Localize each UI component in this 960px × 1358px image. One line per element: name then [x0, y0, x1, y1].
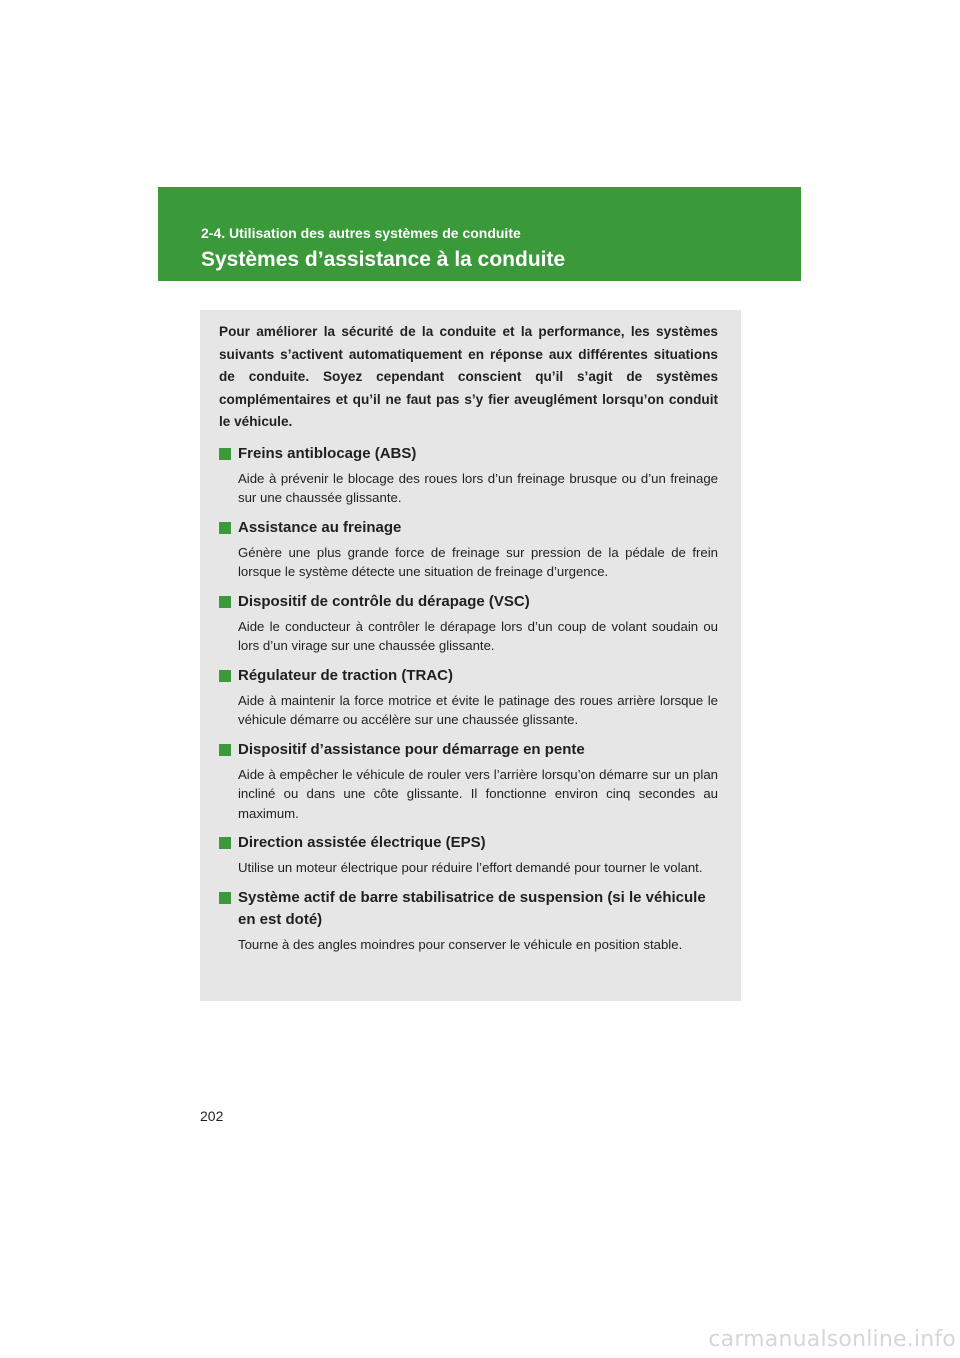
- feature-item: [219, 739, 718, 824]
- feature-description: Utilise un moteur électrique pour réduire l’effort demandé pour tourner le volant.: [238, 860, 703, 876]
- square-bullet-icon: [219, 448, 231, 460]
- feature-title-text: Système actif de barre stabilisatrice de suspension (si le véhicule en est doté): [238, 888, 706, 928]
- feature-title-text: Direction assistée électrique (EPS): [238, 834, 486, 852]
- square-bullet-icon: [219, 596, 231, 608]
- feature-title: [219, 443, 718, 465]
- watermark: carmanualsonline.info: [708, 1327, 956, 1352]
- square-bullet-icon: [219, 837, 231, 849]
- feature-description: Aide à empêcher le véhicule de rouler vers l’arrière lorsqu’on démarre sur un plan incliné ou dans une côte glissante. Il fonctionne environ cinq secondes au maximum.: [238, 766, 718, 821]
- feature-description: Génère une plus grande force de freinage sur pression de la pédale de frein lorsque le système détecte une situation de freinage d’urgence.: [238, 544, 718, 580]
- feature-item: [219, 832, 718, 878]
- page-title: Systèmes d’assistance à la conduite: [201, 248, 566, 271]
- feature-item: [219, 591, 718, 656]
- square-bullet-icon: [219, 522, 231, 534]
- feature-title: [219, 739, 718, 761]
- feature-description: Tourne à des angles moindres pour conserver le véhicule en position stable.: [238, 936, 683, 952]
- feature-description: Aide à prévenir le blocage des roues lors d’un freinage brusque ou d’un freinage sur une chaussée glissante.: [238, 470, 718, 506]
- feature-description: Aide le conducteur à contrôler le dérapage lors d’un coup de volant soudain ou lors d’un virage sur une chaussée glissante.: [238, 618, 718, 654]
- feature-title: [219, 517, 718, 539]
- section-header-band: [158, 187, 801, 281]
- feature-title-text: Freins antiblocage (ABS): [238, 444, 417, 462]
- feature-title-text: Régulateur de traction (TRAC): [238, 666, 454, 684]
- feature-title: [219, 887, 718, 931]
- feature-title-text: Dispositif de contrôle du dérapage (VSC): [238, 592, 530, 610]
- feature-item: [219, 443, 718, 508]
- feature-title: [219, 591, 718, 613]
- square-bullet-icon: [219, 670, 231, 682]
- feature-item: [219, 517, 718, 582]
- section-label: 2-4. Utilisation des autres systèmes de conduite: [201, 225, 521, 241]
- intro-paragraph: Pour améliorer la sécurité de la conduite et la performance, les systèmes suivants s’activent automatiquement en réponse aux différentes situations de conduite. Soyez cependant conscient qu’il s’agit de systèmes complémentaires et qu’il ne faut pas s’y fier aveuglément lorsqu’on conduit le véhicule.: [219, 324, 718, 430]
- content-box: [200, 310, 741, 1001]
- page-number: 202: [200, 1108, 224, 1124]
- feature-title: [219, 665, 718, 687]
- square-bullet-icon: [219, 892, 231, 904]
- feature-description: Aide à maintenir la force motrice et évite le patinage des roues arrière lorsque le véhicule démarre ou accélère sur une chaussée glissante.: [238, 692, 718, 728]
- square-bullet-icon: [219, 744, 231, 756]
- feature-item: [219, 665, 718, 730]
- feature-title-text: Dispositif d’assistance pour démarrage en pente: [238, 740, 585, 758]
- feature-title-text: Assistance au freinage: [238, 518, 402, 536]
- feature-item: [219, 887, 718, 955]
- feature-title: [219, 832, 718, 854]
